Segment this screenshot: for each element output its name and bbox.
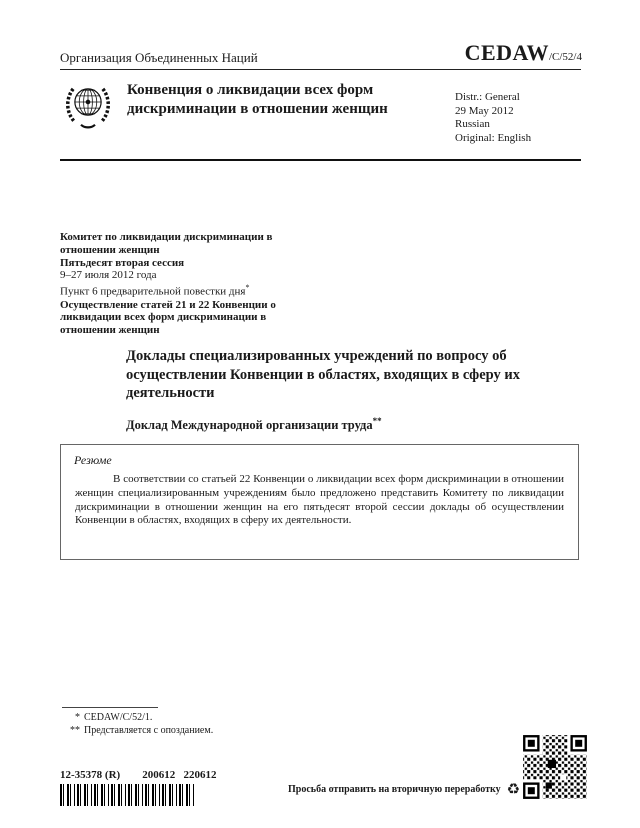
summary-text: В соответствии со статьей 22 Конвенции о ликвидации всех форм дискриминации в отношении женщин специализированным учреждениям было предложено представить Комитету по ликвидации дискриминации в отношении женщин на его пятьдесят второй сессии доклады об осуществлении Конвенции в областях, входящих в сферу их деятельности.	[75, 473, 564, 527]
recycle-icon: ♻	[506, 782, 521, 798]
footnote-marker: **	[70, 724, 80, 736]
header-thick-rule	[60, 159, 581, 161]
report-subheading-text: Доклад Международной организации труда	[126, 418, 373, 433]
qr-code	[521, 733, 589, 801]
barcode	[60, 784, 194, 806]
footnote-text: CEDAW/C/52/1.	[84, 712, 153, 723]
committee-block	[60, 231, 302, 337]
footnote-line	[66, 725, 213, 738]
language-line: Russian	[455, 118, 490, 130]
recycle-notice	[288, 780, 520, 799]
footnote-marker: *	[75, 712, 80, 723]
session-title: Пятьдесят вторая сессия	[60, 256, 185, 269]
report-footnote-ref: **	[372, 416, 382, 426]
date-line: 29 May 2012	[455, 104, 514, 117]
document-symbol	[0, 40, 582, 66]
agenda-topic: Осуществление статей 21 и 22 Конвенции о ликвидации всех форм дискриминации в отношении женщин	[60, 298, 276, 337]
report-heading: Доклады специализированных учреждений по вопросу об осуществлении Конвенции в областях, входящих в сферу их деятельности	[126, 348, 520, 401]
header-rule	[60, 69, 581, 70]
document-number: 12-35378 (R)	[60, 769, 121, 781]
org-name: Организация Объединенных Наций	[60, 50, 258, 65]
recycle-text: Просьба отправить на вторичную переработку	[288, 784, 501, 795]
session-dates: 9–27 июля 2012 года	[60, 269, 157, 282]
document-number-line	[60, 769, 216, 781]
distribution-block	[455, 91, 531, 145]
committee-name: Комитет по ликвидации дискриминации в отношении женщин	[60, 231, 273, 256]
document-codes: 200612 220612	[142, 769, 217, 781]
distr-line: Distr.: General	[455, 91, 520, 103]
document-symbol-main: CEDAW	[464, 40, 549, 65]
un-emblem-icon	[60, 80, 116, 138]
summary-box	[60, 444, 579, 560]
document-title: Конвенция о ликвидации всех форм дискриминации в отношении женщин	[127, 82, 388, 117]
summary-label: Резюме	[74, 453, 112, 467]
footnote-separator	[62, 707, 158, 708]
agenda-item-text: Пункт 6 предварительной повестки дня	[60, 285, 246, 298]
agenda-footnote-ref: *	[245, 283, 250, 293]
footnote-text: Представляется с опозданием.	[84, 724, 214, 736]
document-symbol-suffix: /C/52/4	[548, 51, 582, 63]
report-subheading	[126, 416, 382, 433]
footnotes	[66, 712, 213, 737]
agenda-item-line	[60, 282, 302, 298]
original-language-line: Original: English	[455, 131, 532, 144]
footnote-line	[66, 712, 213, 725]
